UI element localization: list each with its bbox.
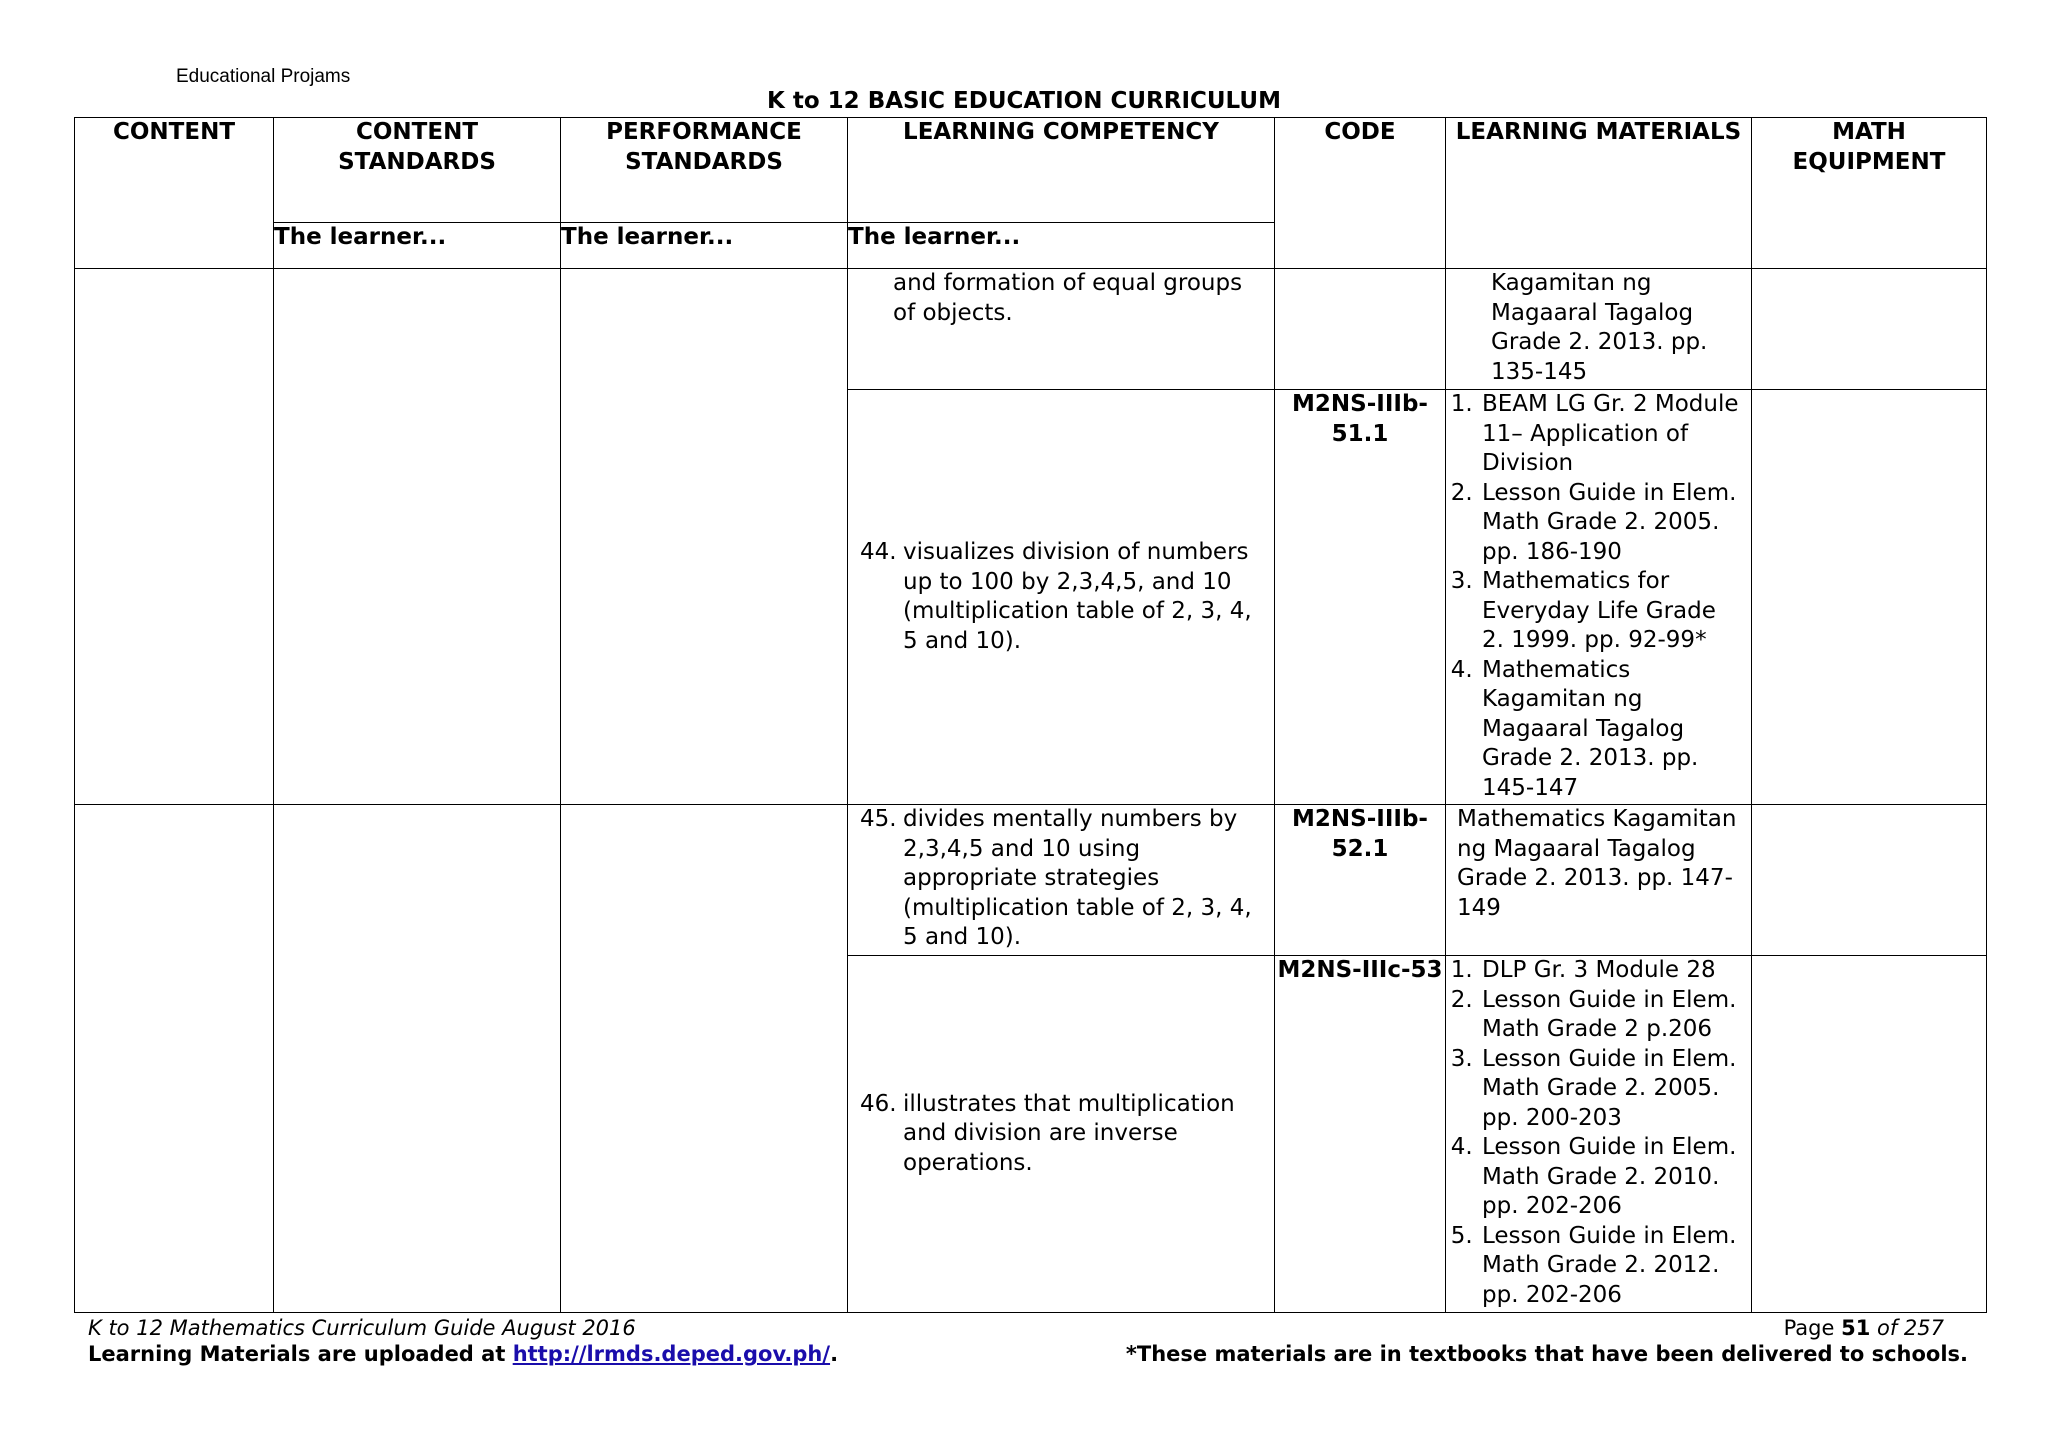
list-item: 4. Mathematics Kagamitan ng Magaaral Tagalog Grade 2. 2013. pp. 145-147 [1480, 656, 1743, 804]
competency-text: illustrates that multiplication and division are inverse operations. [903, 1090, 1235, 1176]
header-row [75, 118, 1987, 223]
list-item: 3. Lesson Guide in Elem. Math Grade 2. 2005. pp. 200-203 [1480, 1045, 1743, 1134]
content-standards-cell [274, 269, 561, 805]
performance-standards-cell [561, 269, 848, 805]
page-total: of 257 [1870, 1316, 1944, 1340]
materials-cell [1446, 269, 1752, 390]
list-item: 3. Mathematics for Everyday Life Grade 2. 1999. pp. 92-99* [1480, 567, 1743, 656]
competency-number: 45. [860, 806, 897, 832]
header-learning-materials: LEARNING MATERIALS [1446, 118, 1752, 269]
competency-item [848, 805, 1274, 953]
competency-number: 44. [860, 539, 897, 565]
materials-text: Mathematics Kagamitan ng Magaaral Tagalog Grade 2. 2013. pp. 147-149 [1457, 806, 1737, 921]
footer-upload-prefix: Learning Materials are uploaded at [88, 1342, 513, 1366]
header-code: CODE [1275, 118, 1446, 269]
code-cell: M2NS-IIIc-53 [1275, 956, 1446, 1313]
equipment-cell [1752, 805, 1987, 956]
header-learning-competency: LEARNING COMPETENCY [848, 118, 1275, 223]
page-indicator [1784, 1316, 1944, 1340]
materials-cell [1446, 390, 1752, 805]
header-performance-standards: PERFORMANCE STANDARDS [561, 118, 848, 223]
footer-upload-suffix: . [830, 1342, 839, 1366]
materials-text: Kagamitan ng Magaaral Tagalog Grade 2. 2013. pp. 135-145 [1491, 270, 1708, 385]
learner-label: The learner... [848, 222, 1275, 268]
table-row [75, 269, 1987, 390]
code-cell [1275, 269, 1446, 390]
equipment-cell [1752, 956, 1987, 1313]
page-number: 51 [1841, 1316, 1871, 1340]
competency-cell [848, 805, 1275, 956]
list-item: 2. Lesson Guide in Elem. Math Grade 2. 2005. pp. 186-190 [1480, 479, 1743, 568]
lrmds-link[interactable]: http://lrmds.deped.gov.ph/ [512, 1342, 831, 1366]
footer-textbook-note: *These materials are in textbooks that have been delivered to schools. [1125, 1342, 1968, 1366]
competency-item [848, 1090, 1274, 1179]
footer-upload-note [88, 1342, 838, 1366]
competency-text: divides mentally numbers by 2,3,4,5 and 10 using appropriate strategies (multiplication table of 2, 3, 4, 5 and 10). [903, 806, 1252, 950]
learner-label: The learner... [561, 222, 848, 268]
list-item: 4. Lesson Guide in Elem. Math Grade 2. 2010. pp. 202-206 [1480, 1133, 1743, 1222]
performance-standards-cell [561, 805, 848, 1313]
materials-list [1446, 956, 1751, 1310]
equipment-cell [1752, 269, 1987, 390]
learner-label: The learner... [274, 222, 561, 268]
competency-cell [848, 269, 1275, 390]
content-cell [75, 805, 274, 1313]
curriculum-table [74, 117, 1987, 1313]
list-item: 1. BEAM LG Gr. 2 Module 11– Application of Division [1480, 390, 1743, 479]
code-cell: M2NS-IIIb-52.1 [1275, 805, 1446, 956]
equipment-cell [1752, 390, 1987, 805]
footer-guide-title: K to 12 Mathematics Curriculum Guide August 2016 [88, 1316, 636, 1340]
document-title: K to 12 BASIC EDUCATION CURRICULUM [767, 88, 1281, 114]
header-math-equipment: MATH EQUIPMENT [1752, 118, 1987, 269]
list-item: 2. Lesson Guide in Elem. Math Grade 2 p.206 [1480, 986, 1743, 1045]
list-item: 5. Lesson Guide in Elem. Math Grade 2. 2012. pp. 202-206 [1480, 1222, 1743, 1311]
content-cell [75, 269, 274, 805]
competency-cell [848, 956, 1275, 1313]
content-standards-cell [274, 805, 561, 1313]
list-item: 1. DLP Gr. 3 Module 28 [1480, 956, 1743, 986]
page-label: Page [1783, 1316, 1842, 1340]
competency-text: and formation of equal groups of objects. [893, 270, 1243, 326]
materials-cell [1446, 805, 1752, 956]
code-cell: M2NS-IIIb-51.1 [1275, 390, 1446, 805]
materials-list [1446, 390, 1751, 803]
competency-cell [848, 390, 1275, 805]
competency-item [848, 538, 1274, 656]
competency-number: 46. [860, 1090, 897, 1117]
header-content: CONTENT [75, 118, 274, 269]
competency-text: visualizes division of numbers up to 100 by 2,3,4,5, and 10 (multiplication table of 2, 3, 4, 5 and 10). [903, 539, 1252, 654]
table-row [75, 805, 1987, 956]
materials-cell [1446, 956, 1752, 1313]
header-content-standards: CONTENT STANDARDS [274, 118, 561, 223]
watermark-text: Educational Projams [176, 66, 351, 87]
